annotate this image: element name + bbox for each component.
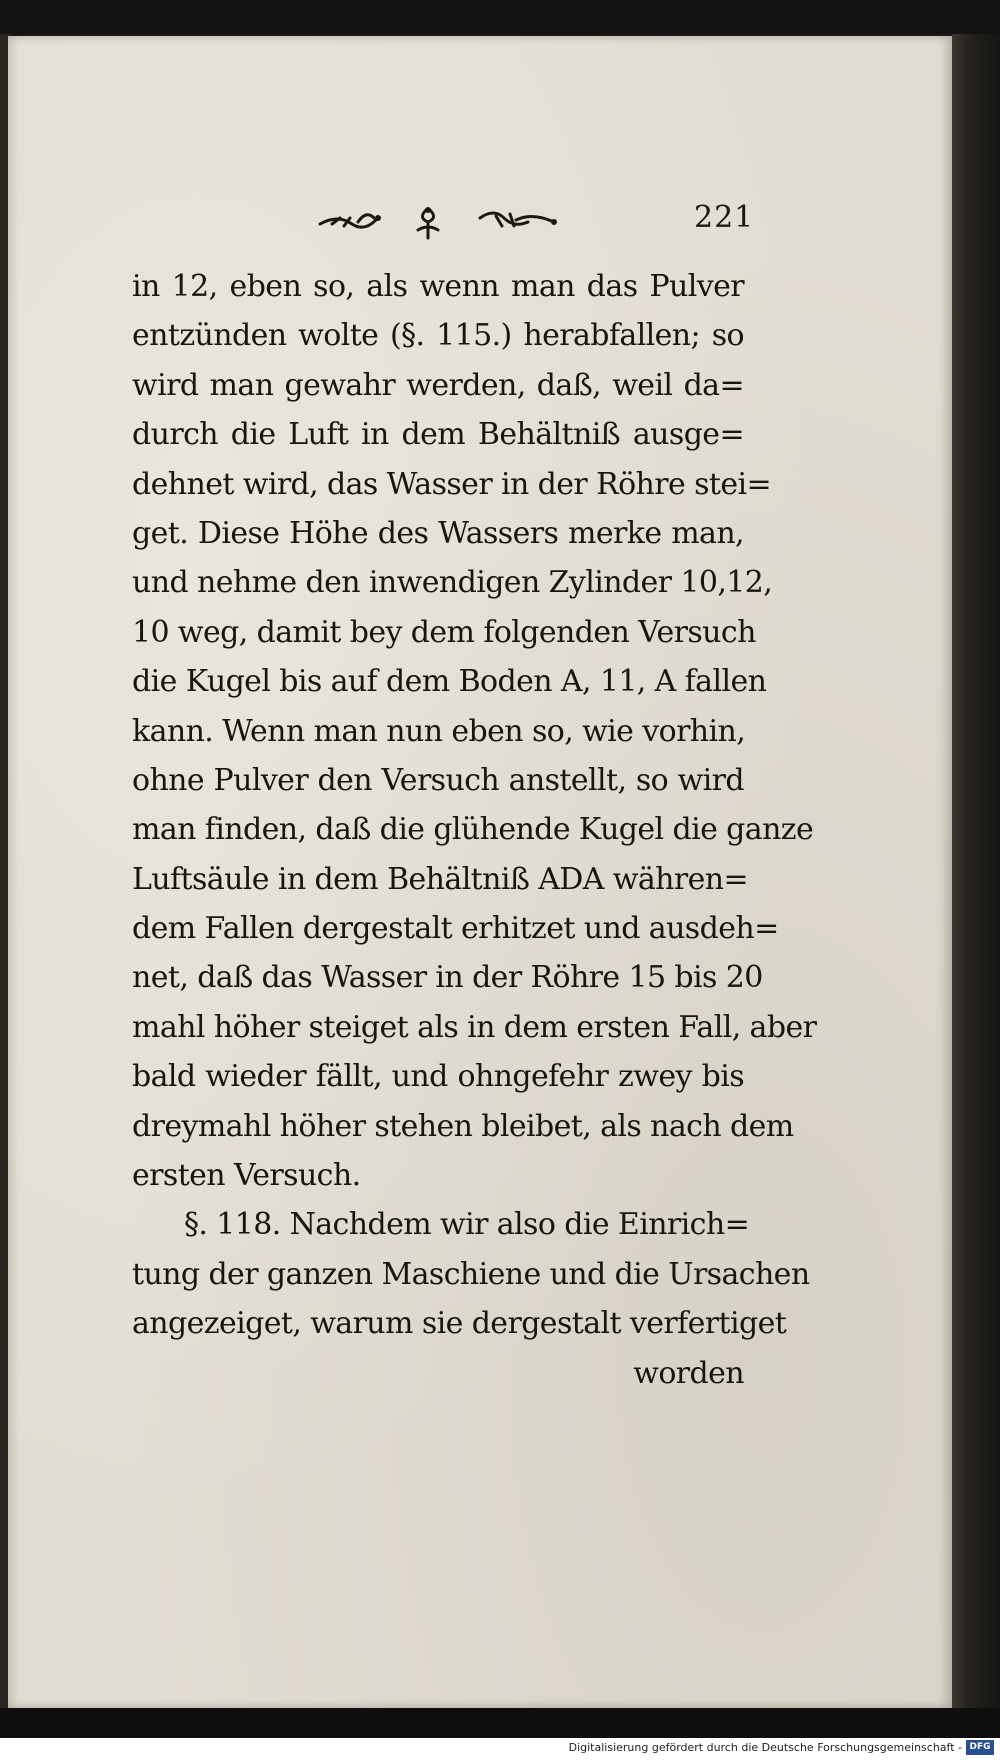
text-line: entzünden wolte (§. 115.) herabfallen; so: [132, 318, 744, 354]
text-line: dem Fallen dergestalt erhitzet und ausdeh=: [132, 911, 779, 947]
dfg-logo-icon: DFG: [966, 1740, 994, 1755]
text-line: man finden, daß die glühende Kugel die ganze: [132, 812, 814, 848]
printer-ornament-icon: [318, 204, 558, 244]
body-text: [132, 262, 817, 1398]
text-line: dehnet wird, das Wasser in der Röhre stei=: [132, 466, 772, 502]
text-line: wird man gewahr werden, daß, weil da=: [132, 367, 744, 403]
text-line: dreymahl höher stehen bleibet, als nach dem: [132, 1108, 794, 1144]
text-line: 10 weg, damit bey dem folgenden Versuch: [132, 614, 756, 650]
paragraph-start-line: §. 118. Nachdem wir also die Einrich=: [184, 1207, 750, 1243]
text-line: die Kugel bis auf dem Boden A, 11, A fallen: [132, 664, 767, 700]
text-line: ersten Versuch.: [132, 1158, 361, 1194]
text-line: kann. Wenn man nun eben so, wie vorhin,: [132, 713, 746, 749]
text-line: get. Diese Höhe des Wassers merke man,: [132, 515, 744, 551]
scan-top-border: [0, 0, 1000, 34]
catchword: worden: [633, 1355, 744, 1391]
page-number: 221: [694, 200, 755, 235]
text-line: ohne Pulver den Versuch anstellt, so wird: [132, 762, 744, 798]
digitization-credit: Digitalisierung gefördert durch die Deutsche Forschungsgemeinschaft -: [568, 1741, 962, 1754]
text-line: bald wieder fällt, und ohngefehr zwey bis: [132, 1059, 744, 1095]
text-line: tung der ganzen Maschiene und die Ursachen: [132, 1256, 810, 1292]
text-line: Luftsäule in dem Behältniß ADA währen=: [132, 861, 748, 897]
text-line: mahl höher steiget als in dem ersten Fall, aber: [132, 1009, 817, 1045]
scan-right-edge: [952, 34, 1000, 1710]
text-line: durch die Luft in dem Behältniß ausge=: [132, 417, 744, 453]
text-line: angezeiget, warum sie dergestalt verfertiget: [132, 1306, 787, 1342]
text-line: und nehme den inwendigen Zylinder 10,12,: [132, 565, 773, 601]
text-line: net, daß das Wasser in der Röhre 15 bis 20: [132, 960, 763, 996]
text-line: in 12, eben so, als wenn man das Pulver: [132, 269, 744, 304]
